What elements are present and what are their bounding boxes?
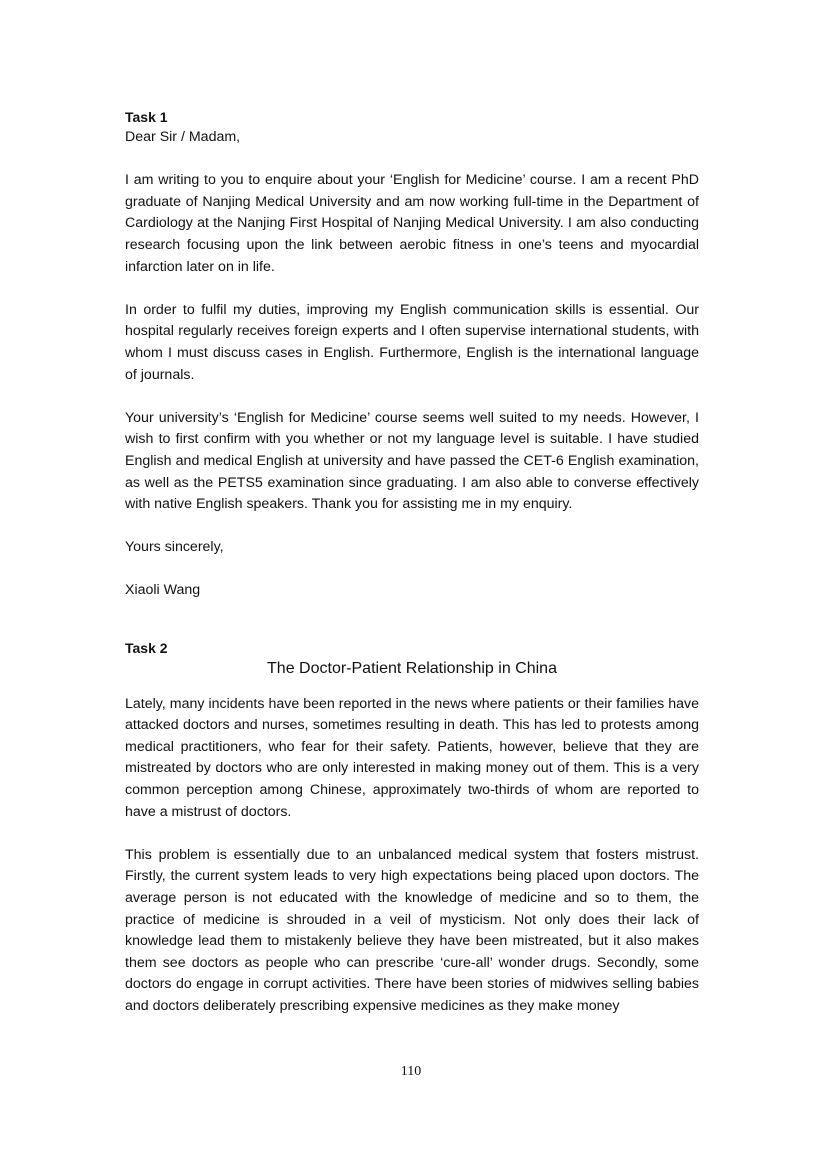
essay-paragraph-2: This problem is essentially due to an unbalanced medical system that fosters mistrust. Firstly, the current system leads to very high expectations being placed upon doctors. The average person is not educated with the knowledge of medicine and so to them, the practice of medicine is shrouded in a veil of mysticism. Not only does their lack of knowledge lead them to mistakenly believe they have been mistreated, but it also makes them see doctors as people who can prescribe ‘cure-all’ wonder drugs. Secondly, some doctors do engage in corrupt activities. There have been stories of midwives selling babies and doctors deliberately prescribing expensive medicines as they make money [125,846,699,1014]
letter-paragraph-1: I am writing to you to enquire about your ‘English for Medicine’ course. I am a recent PhD graduate of Nanjing Medical University and am now working full-time in the Department of Cardiology at the Nanjing First Hospital of Nanjing Medical University. I am also conducting research focusing upon the link between aerobic fitness in one’s teens and myocardial infarction later on in life. [125,172,699,275]
essay-paragraph-1: Lately, many incidents have been reported in the news where patients or their families have attacked doctors and nurses, sometimes resulting in death. This has led to protests among medical practitioners, who fear for their safety. Patients, however, believe that they are mistreated by doctors who are only interested in making money out of them. This is a very common perception among Chinese, approximately two-thirds of whom are reported to have a mistrust of doctors. [125,695,699,820]
task-1-heading: Task 1 [125,109,168,125]
page-number: 110 [400,1064,422,1079]
document-page [125,107,699,1018]
letter-closing: Yours sincerely, [125,539,224,556]
letter-paragraph-3: Your university’s ‘English for Medicine’ course seems well suited to my needs. However, I wish to first confirm with you whether or not my language level is suitable. I have studied English and medical English at university and have passed the CET-6 English examination, as well as the PETS5 examination since graduating. I am also able to converse effectively with native English speakers. Thank you for assisting me in my enquiry. [125,409,699,513]
letter-paragraph-2: In order to fulfil my duties, improving my English communication skills is essential. Our hospital regularly receives foreign experts and I often supervise international students, with whom I must discuss cases in English. Furthermore, English is the international language of journals. [125,301,699,383]
essay-title: The Doctor-Patient Relationship in China [267,659,557,677]
letter-salutation: Dear Sir / Madam, [125,129,241,145]
letter-signature: Xiaoli Wang [125,582,201,599]
task-2-heading: Task 2 [125,639,168,656]
